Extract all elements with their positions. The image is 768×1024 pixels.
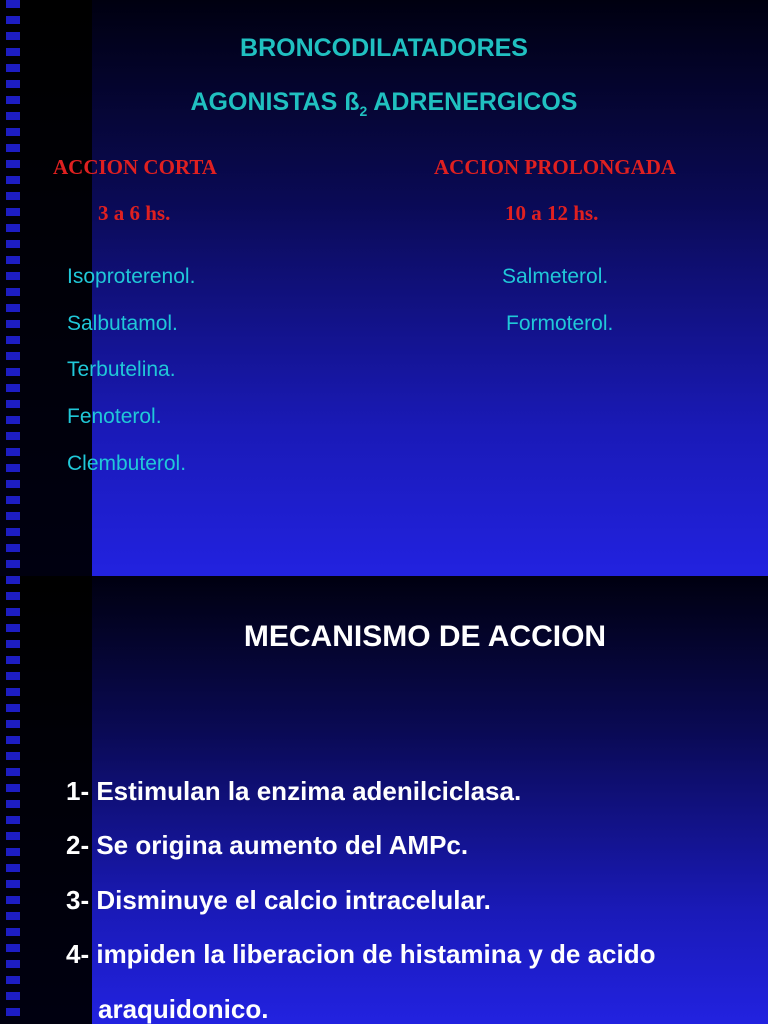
short-drug-item: Clembuterol. — [67, 452, 187, 475]
slide-subtitle: AGONISTAS $ß_2$ ADRENERGICOS — [190, 88, 578, 119]
mechanism-item: 1- Estimulan la enzima adenilciclasa. — [66, 776, 522, 806]
long-action-heading: ACCION PROLONGADA — [434, 155, 677, 179]
slide-mecanismo — [0, 576, 768, 1024]
slide-title: MECANISMO DE ACCION — [243, 620, 607, 653]
mechanism-item: 4- impiden la liberacion de histamina y de acido — [66, 939, 656, 969]
short-drug-item: Salbutamol. — [67, 312, 178, 335]
long-drug-item: Formoterol. — [506, 312, 614, 335]
long-drug-item: Salmeterol. — [502, 265, 609, 288]
short-action-heading: ACCION CORTA — [53, 155, 217, 179]
mechanism-item-continuation: araquidonico. — [98, 994, 269, 1024]
short-drug-item: Isoproterenol. — [67, 265, 196, 288]
slide-title: BRONCODILATADORES — [240, 34, 528, 62]
mechanism-item: 3- Disminuye el calcio intracelular. — [66, 885, 491, 915]
short-action-duration: 3 a 6 hs. — [98, 201, 171, 225]
mechanism-item: 2- Se origina aumento del AMPc. — [66, 830, 469, 860]
short-drug-item: Terbutelina. — [67, 358, 176, 381]
long-action-duration: 10 a 12 hs. — [505, 201, 599, 225]
short-drug-item: Fenoterol. — [67, 405, 162, 428]
